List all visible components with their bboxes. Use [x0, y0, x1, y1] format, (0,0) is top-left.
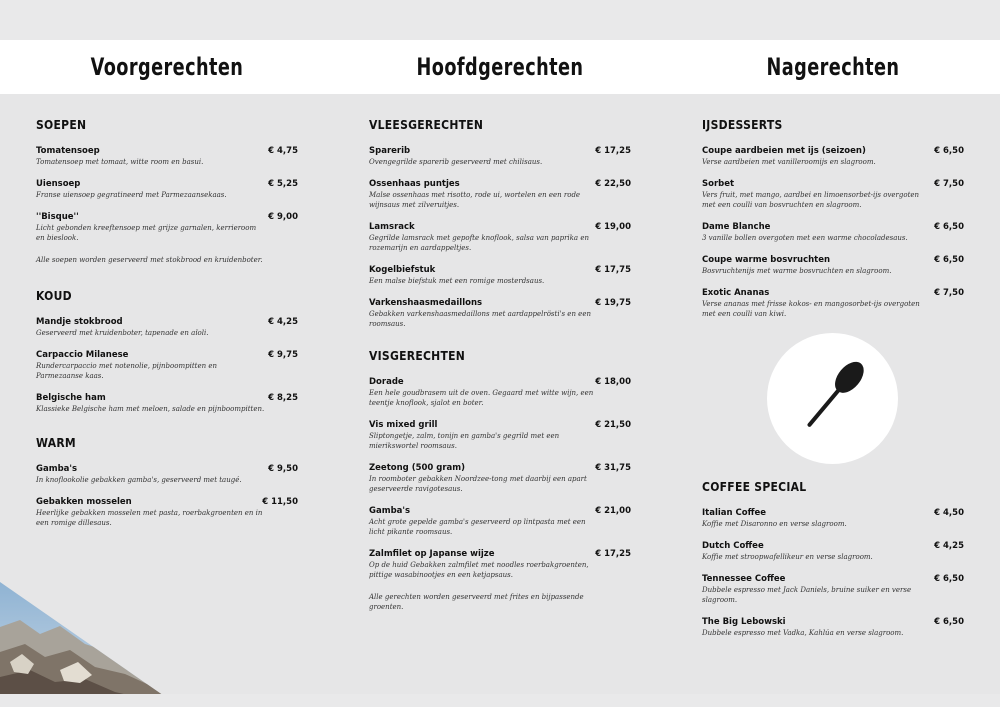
bottom-bar [0, 694, 1000, 707]
menu-item [702, 541, 964, 562]
item-description: Een malse biefstuk met een romige mosterdsaus. [369, 277, 545, 285]
item-description: Op de huid Gebakken zalmfilet met noodles roerbakgroenten, pittige wasabinootjes en een ketjapsaus. [369, 561, 589, 579]
item-description: Gegrilde lamsrack met gepofte knoflook, salsa van paprika en rozemarijn en aardappeltjes. [369, 234, 589, 252]
item-description: Klassieke Belgische ham met meloen, salade en pijnboompitten. [36, 405, 265, 413]
item-name: ''Bisque'' [36, 212, 79, 222]
column-coffee-special [702, 480, 964, 650]
column-voorgerechten [36, 118, 298, 540]
section-soepen [36, 118, 298, 265]
section-title: VLEESGERECHTEN [369, 118, 484, 132]
section-warm [36, 436, 298, 528]
item-price: € 17,25 [595, 549, 631, 559]
item-name: Lamsrack [369, 222, 415, 232]
item-price: € 9,75 [268, 350, 298, 360]
item-description: Rundercarpaccio met notenolie, pijnboompitten en Parmezaanse kaas. [36, 362, 217, 380]
item-name: Coupe aardbeien met ijs (seizoen) [702, 146, 866, 156]
menu-item [369, 146, 631, 167]
item-name: Gamba's [369, 506, 411, 516]
item-description: Malse ossenhaas met risotto, rode ui, wortelen en een rode wijnsaus met zilveruitjes. [369, 191, 581, 209]
menu-item [702, 288, 964, 319]
section-visgerechten [369, 349, 631, 612]
item-name: Dorade [369, 377, 404, 387]
item-description: Sliptongetje, zalm, tonijn en gamba's gegrild met een mierikswortel roomsaus. [369, 432, 560, 450]
item-name: Italian Coffee [702, 508, 767, 518]
menu-item [36, 393, 298, 414]
item-price: € 18,00 [595, 377, 631, 387]
section-title: VISGERECHTEN [369, 349, 466, 363]
section-title: SOEPEN [36, 118, 87, 132]
item-name: Uiensoep [36, 179, 81, 189]
column-title-hoofdgerechten: Hoofdgerechten [416, 53, 584, 81]
item-name: Sorbet [702, 179, 735, 189]
item-price: € 4,25 [268, 317, 298, 327]
item-price: € 22,50 [595, 179, 631, 189]
menu-item [36, 464, 298, 485]
item-price: € 6,50 [934, 146, 964, 156]
item-price: € 5,25 [268, 179, 298, 189]
section-vleesgerechten [369, 118, 631, 329]
menu-item [369, 420, 631, 451]
item-description: Dubbele espresso met Jack Daniels, bruine suiker en verse slagroom. [702, 586, 912, 604]
item-description: Geserveerd met kruidenboter, tapenade en aïoli. [36, 329, 209, 337]
section-note: Alle soepen worden geserveerd met stokbrood en kruidenboter. [36, 256, 263, 264]
section-coffee-special [702, 480, 964, 638]
menu-item [369, 549, 631, 580]
item-name: Dame Blanche [702, 222, 771, 232]
item-description: Tomatensoep met tomaat, witte room en basui. [36, 158, 204, 166]
item-price: € 9,00 [268, 212, 298, 222]
menu-item [702, 222, 964, 243]
section-title: IJSDESSERTS [702, 118, 783, 132]
mountain-landscape-image [0, 582, 180, 707]
item-description: Verse aardbeien met vanilleroomijs en slagroom. [702, 158, 876, 166]
item-description: Koffie met stroopwafellikeur en verse slagroom. [702, 553, 873, 561]
menu-item [369, 298, 631, 329]
section-koud [36, 289, 298, 414]
column-nagerechten [702, 118, 964, 331]
menu-item [36, 212, 298, 243]
item-price: € 8,25 [268, 393, 298, 403]
item-name: Dutch Coffee [702, 541, 764, 551]
item-price: € 17,75 [595, 265, 631, 275]
item-name: Tomatensoep [36, 146, 100, 156]
menu-item [36, 146, 298, 167]
item-price: € 6,50 [934, 255, 964, 265]
menu-item [702, 146, 964, 167]
item-name: Ossenhaas puntjes [369, 179, 460, 189]
item-name: Tennessee Coffee [702, 574, 786, 584]
column-hoofdgerechten [369, 118, 631, 636]
item-name: Gamba's [36, 464, 78, 474]
item-name: Gebakken mosselen [36, 497, 132, 507]
item-name: Vis mixed grill [369, 420, 438, 430]
item-name: Zeetong (500 gram) [369, 463, 466, 473]
item-description: Verse ananas met frisse kokos- en mangosorbet-ijs overgoten met een coulli van kiwi. [702, 300, 920, 318]
top-bar [0, 0, 1000, 40]
spoon-badge [767, 333, 898, 464]
item-price: € 4,75 [268, 146, 298, 156]
item-price: € 21,00 [595, 506, 631, 516]
item-price: € 21,50 [595, 420, 631, 430]
item-description: In roomboter gebakken Noordzee-tong met daarbij een apart geserveerde ravigotesaus. [369, 475, 587, 493]
item-description: In knoflookolie gebakken gamba's, geserveerd met taugé. [36, 476, 242, 484]
menu-item [702, 617, 964, 638]
menu-item [369, 377, 631, 408]
item-name: Coupe warme bosvruchten [702, 255, 831, 265]
item-price: € 6,50 [934, 617, 964, 627]
item-price: € 4,50 [934, 508, 964, 518]
column-title-nagerechten: Nagerechten [766, 53, 900, 81]
section-title: KOUD [36, 289, 72, 303]
menu-item [369, 222, 631, 253]
item-description: Franse uiensoep gegratineerd met Parmezaansekaas. [36, 191, 227, 199]
item-description: Heerlijke gebakken mosselen met pasta, roerbakgroenten en in een romige dillesaus. [36, 509, 263, 527]
menu-item [36, 350, 298, 381]
menu-item [702, 179, 964, 210]
item-name: Kogelbiefstuk [369, 265, 436, 275]
item-description: 3 vanille bollen overgoten met een warme chocoladesaus. [702, 234, 908, 242]
item-price: € 19,75 [595, 298, 631, 308]
section-ijsdesserts [702, 118, 964, 319]
item-description: Een hele goudbrasem uit de oven. Gegaard met witte wijn, een teentje knoflook, sjalot en boter. [369, 389, 594, 407]
item-name: Belgische ham [36, 393, 106, 403]
item-description: Dubbele espresso met Vadka, Kahlúa en verse slagroom. [702, 629, 904, 637]
menu-item [702, 255, 964, 276]
section-title: COFFEE SPECIAL [702, 480, 807, 494]
item-description: Gebakken varkenshaasmedaillons met aardappelrösti's en een roomsaus. [369, 310, 591, 328]
item-description: Bosvruchtenijs met warme bosvruchten en slagroom. [702, 267, 892, 275]
menu-item [36, 179, 298, 200]
item-name: Carpaccio Milanese [36, 350, 129, 360]
item-price: € 17,25 [595, 146, 631, 156]
column-title-voorgerechten: Voorgerechten [90, 53, 244, 81]
item-name: Exotic Ananas [702, 288, 770, 298]
item-price: € 4,25 [934, 541, 964, 551]
item-name: The Big Lebowski [702, 617, 786, 627]
item-description: Koffie met Disaronno en verse slagroom. [702, 520, 847, 528]
item-name: Mandje stokbrood [36, 317, 123, 327]
item-name: Varkenshaasmedaillons [369, 298, 483, 308]
item-price: € 9,50 [268, 464, 298, 474]
menu-item [369, 463, 631, 494]
menu-item [702, 508, 964, 529]
item-name: Sparerib [369, 146, 411, 156]
menu-item [702, 574, 964, 605]
item-price: € 6,50 [934, 574, 964, 584]
menu-item [36, 317, 298, 338]
item-price: € 11,50 [262, 497, 298, 507]
menu-item [36, 497, 298, 528]
item-price: € 6,50 [934, 222, 964, 232]
item-price: € 7,50 [934, 288, 964, 298]
section-note: Alle gerechten worden geserveerd met frites en bijpassende groenten. [369, 593, 584, 611]
spoon-icon [767, 333, 898, 464]
item-name: Zalmfilet op Japanse wijze [369, 549, 495, 559]
item-price: € 7,50 [934, 179, 964, 189]
section-title: WARM [36, 436, 76, 450]
item-description: Acht grote gepelde gamba's geserveerd op lintpasta met een licht pikante roomsaus. [369, 518, 586, 536]
item-description: Licht gebonden kreeftensoep met grijze garnalen, kerrieroom en bieslook. [36, 224, 257, 242]
menu-item [369, 179, 631, 210]
item-description: Vers fruit, met mango, aardbei en limoensorbet-ijs overgoten met een coulli van bosvruchten en slagroom. [702, 191, 920, 209]
menu-item [369, 265, 631, 286]
item-description: Ovengegrilde sparerib geserveerd met chilisaus. [369, 158, 543, 166]
menu-item [369, 506, 631, 537]
item-price: € 31,75 [595, 463, 631, 473]
item-price: € 19,00 [595, 222, 631, 232]
